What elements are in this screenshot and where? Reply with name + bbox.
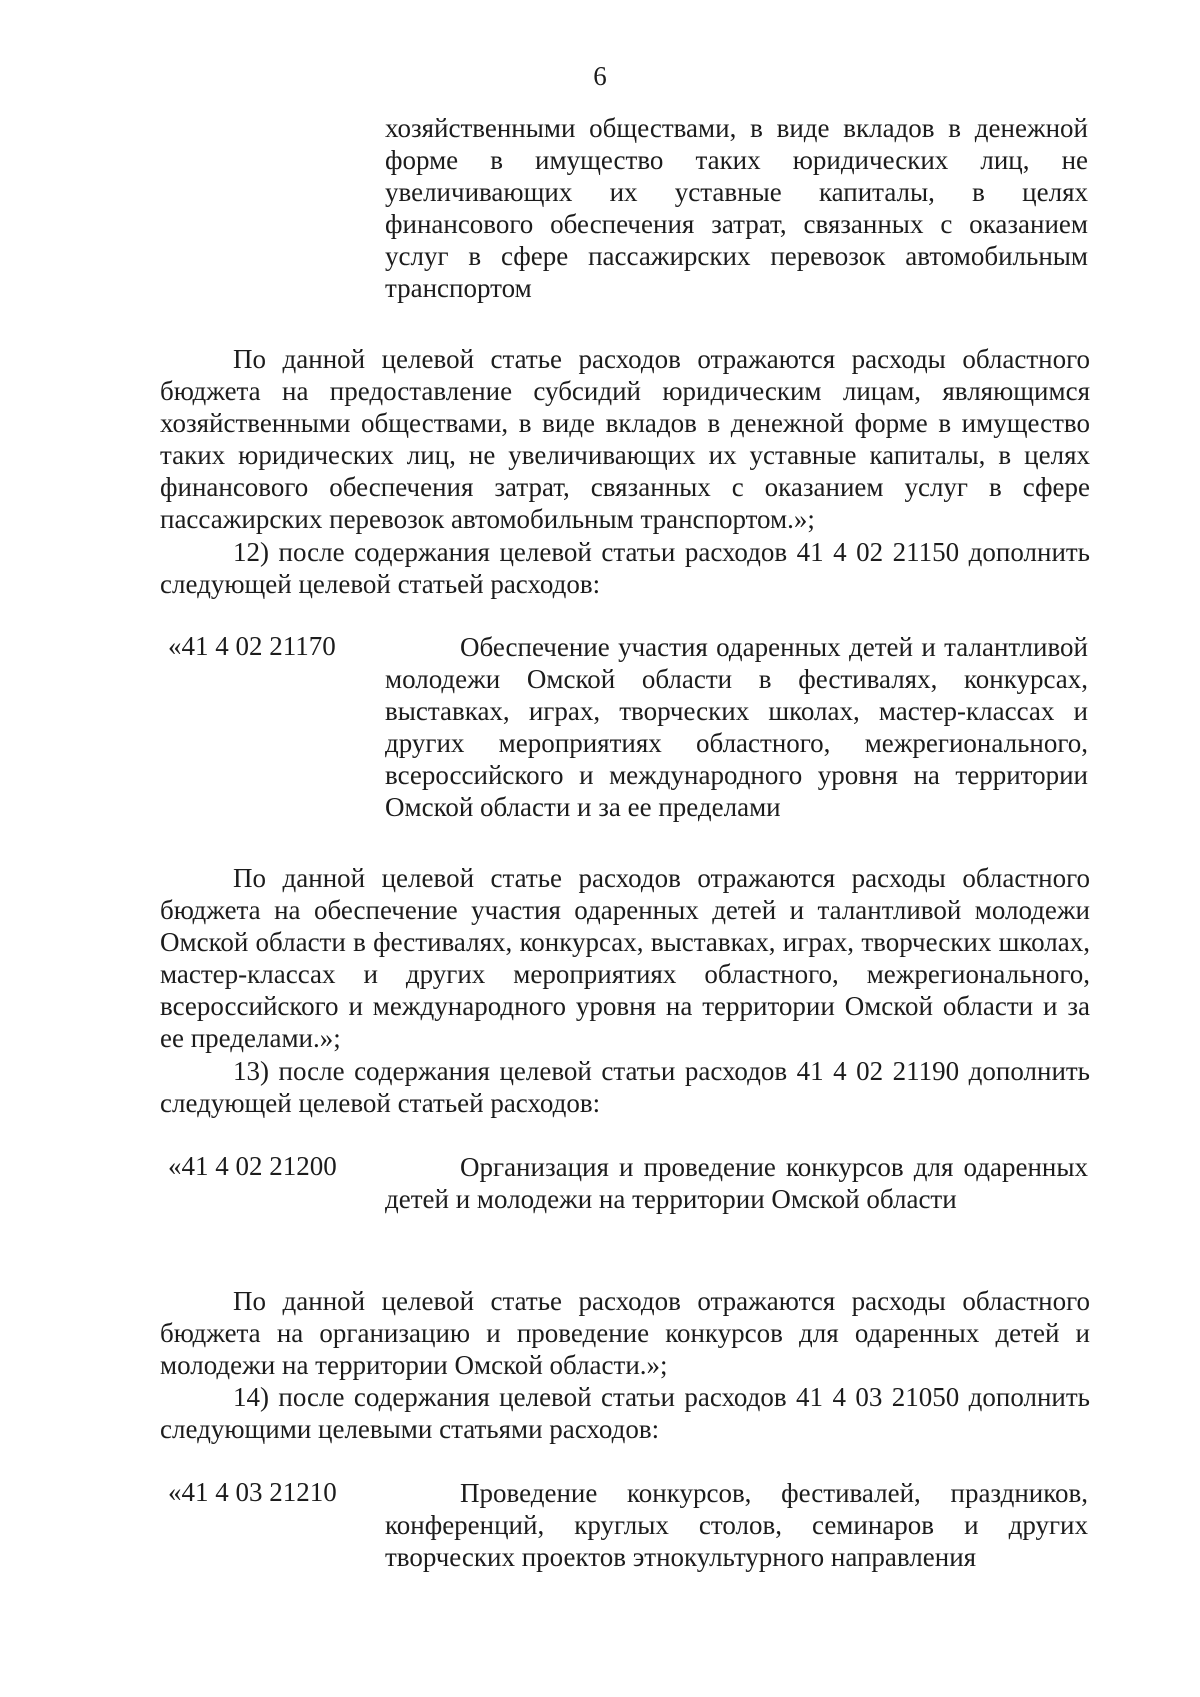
article-description: Проведение конкурсов, фестивалей, праздников, конференций, круглых столов, семинаров и других творческих проектов этнокультурного направления — [385, 1478, 1088, 1572]
page-number: 6 — [593, 61, 607, 91]
amendment-item-14: 14) после содержания целевой статьи расходов 41 4 03 21050 дополнить следующими целевыми статьями расходов: — [160, 1382, 1090, 1444]
article-description: Обеспечение участия одаренных детей и талантливой молодежи Омской области в фестивалях, конкурсах, выставках, играх, творческих школах, мастер-классах и других мероприятиях областного, межрегионального, всероссийского и международного уровня на территории Омской области и за ее пределами — [385, 632, 1088, 822]
article-explanation-paragraph: По данной целевой статье расходов отражаются расходы областного бюджета на предоставление субсидий юридическим лицам, являющимся хозяйственными обществами, в виде вкладов в денежной форме в имущество таких юридических лиц, не увеличивающих их уставные капиталы, в целях финансового обеспечения затрат, связанных с оказанием услуг в сфере пассажирских перевозок автомобильным транспортом.»; — [160, 344, 1090, 534]
article-explanation-paragraph: По данной целевой статье расходов отражаются расходы областного бюджета на обеспечение участия одаренных детей и талантливой молодежи Омской области в фестивалях, конкурсах, выставках, играх, творческих школах, мастер-классах и других мероприятиях областного, межрегионального, всероссийского и международного уровня на территории Омской области и за ее пределами.»; — [160, 863, 1090, 1053]
article-code: «41 4 02 21200 — [168, 1151, 337, 1181]
article-description: Организация и проведение конкурсов для одаренных детей и молодежи на территории Омской области — [385, 1152, 1088, 1214]
amendment-item-12: 12) после содержания целевой статьи расходов 41 4 02 21150 дополнить следующей целевой статьей расходов: — [160, 537, 1090, 599]
article-explanation-paragraph: По данной целевой статье расходов отражаются расходы областного бюджета на организацию и проведение конкурсов для одаренных детей и молодежи на территории Омской области.»; — [160, 1286, 1090, 1380]
continued-article-description: хозяйственными обществами, в виде вкладов в денежной форме в имущество таких юридических лиц, не увеличивающих их уставные капиталы, в целях финансового обеспечения затрат, связанных с оказанием услуг в сфере пассажирских перевозок автомобильным транспортом — [385, 113, 1088, 303]
article-code: «41 4 02 21170 — [168, 631, 336, 661]
amendment-item-13: 13) после содержания целевой статьи расходов 41 4 02 21190 дополнить следующей целевой статьей расходов: — [160, 1056, 1090, 1118]
article-code: «41 4 03 21210 — [168, 1477, 337, 1507]
